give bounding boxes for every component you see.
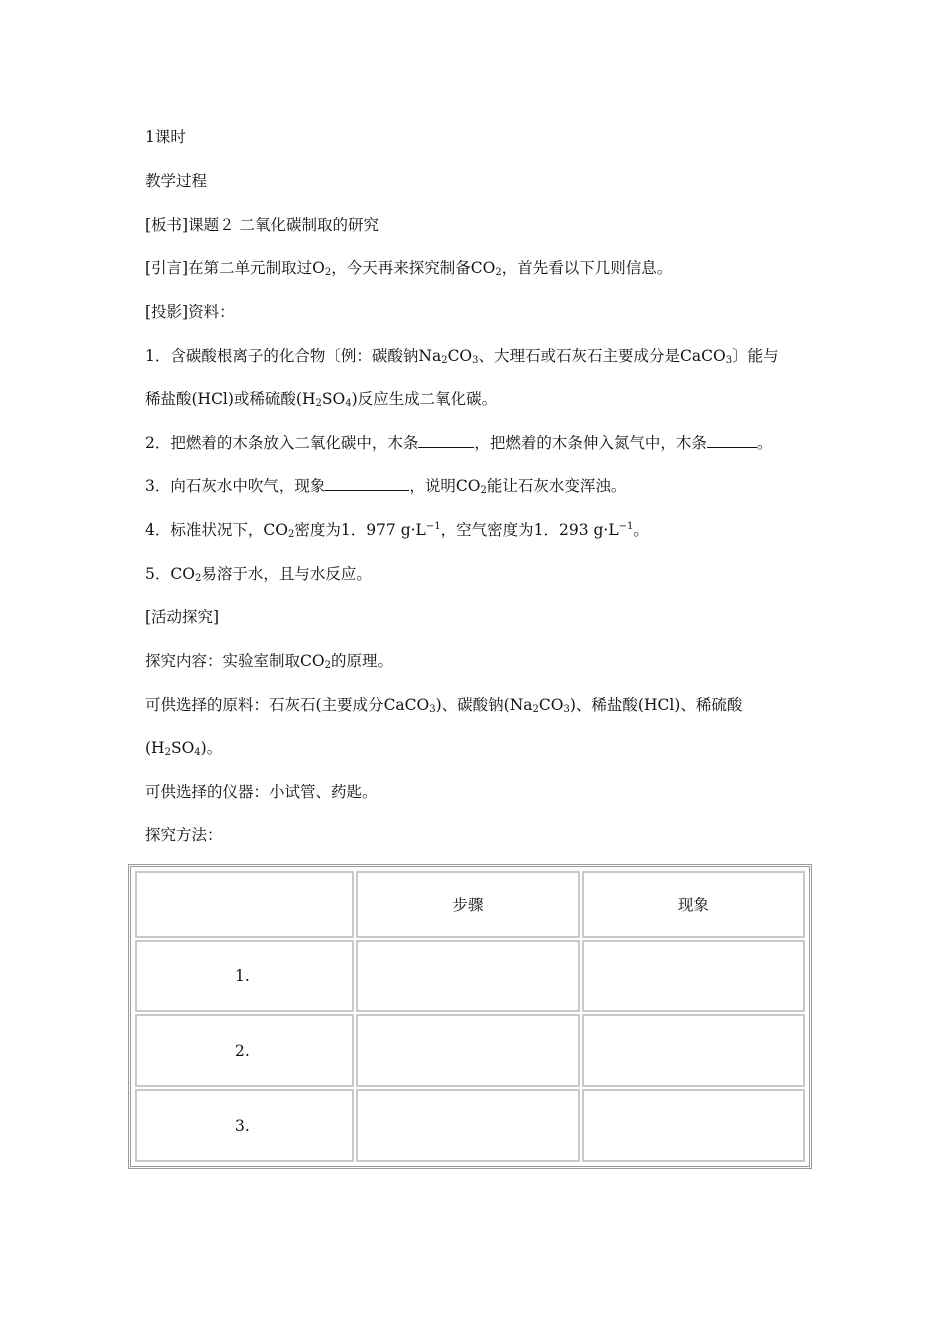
table-header-steps: 步骤: [356, 871, 579, 938]
step-cell[interactable]: [356, 1089, 579, 1162]
phenomenon-cell[interactable]: [582, 940, 805, 1013]
table-header-cell: [135, 871, 354, 938]
materials-line: 可供选择的原料：石灰石(主要成分CaCO$_3$)、碳酸钠$(Na_2CO_3)$、稀盐酸(HCl)、稀硫酸: [145, 696, 743, 715]
info-item-1-cont: 稀盐酸(HCl)或稀硫酸$(H_2SO_4)$反应生成二氧化碳。: [145, 390, 498, 409]
table-header-row: [135, 871, 805, 938]
method-table: [128, 864, 812, 1169]
answer-blank[interactable]: [707, 433, 757, 448]
info-item-5: 5．$CO_2$易溶于水，且与水反应。: [145, 565, 372, 584]
row-label: 3.: [135, 1089, 354, 1162]
answer-blank[interactable]: [325, 476, 409, 491]
info-item-2: 2．把燃着的木条放入二氧化碳中，木条 ，把燃着的木条伸入氮气中，木条 。: [145, 434, 773, 452]
board-line: [板书]课题２ 二氧化碳制取的研究: [145, 216, 380, 234]
intro-line: [引言]在第二单元制取过$O_2$，今天再来探究制备$CO_2$，首先看以下几则信息。: [145, 259, 673, 278]
section-title: 教学过程: [145, 172, 208, 190]
activity-heading: [活动探究]: [145, 608, 220, 626]
step-cell[interactable]: [356, 1014, 579, 1087]
info-item-1: 1．含碳酸根离子的化合物〔例：碳酸钠$Na_2CO_3$、大理石或石灰石主要成分是CaCO$_3$〕能与: [145, 347, 779, 366]
table-row: [135, 1014, 805, 1087]
row-label: 2.: [135, 1014, 354, 1087]
instruments-line: 可供选择的仪器：小试管、药匙。: [145, 783, 378, 801]
materials-line-cont: $(H_2SO_4)$。: [145, 739, 223, 758]
info-item-3: 3．向石灰水中吹气，现象 ，说明$CO_2$能让石灰水变浑浊。: [145, 477, 627, 496]
table-row: [135, 940, 805, 1013]
method-label: 探究方法：: [145, 826, 223, 844]
step-cell[interactable]: [356, 940, 579, 1013]
phenomenon-cell[interactable]: [582, 1014, 805, 1087]
table-header-phenomenon: 现象: [582, 871, 805, 938]
projection-line: [投影]资料：: [145, 303, 235, 321]
table-row: [135, 1089, 805, 1162]
row-label: 1.: [135, 940, 354, 1013]
phenomenon-cell[interactable]: [582, 1089, 805, 1162]
inquiry-content: 探究内容：实验室制取$CO_2$的原理。: [145, 652, 393, 671]
period-line: 1课时: [145, 128, 186, 146]
answer-blank[interactable]: [418, 433, 474, 448]
info-item-4: 4．标准状况下，$CO_2$密度为1．977 $g\cdot L^{-1}$，空气密度为1．293 $g\cdot L^{-1}$。: [145, 521, 649, 540]
